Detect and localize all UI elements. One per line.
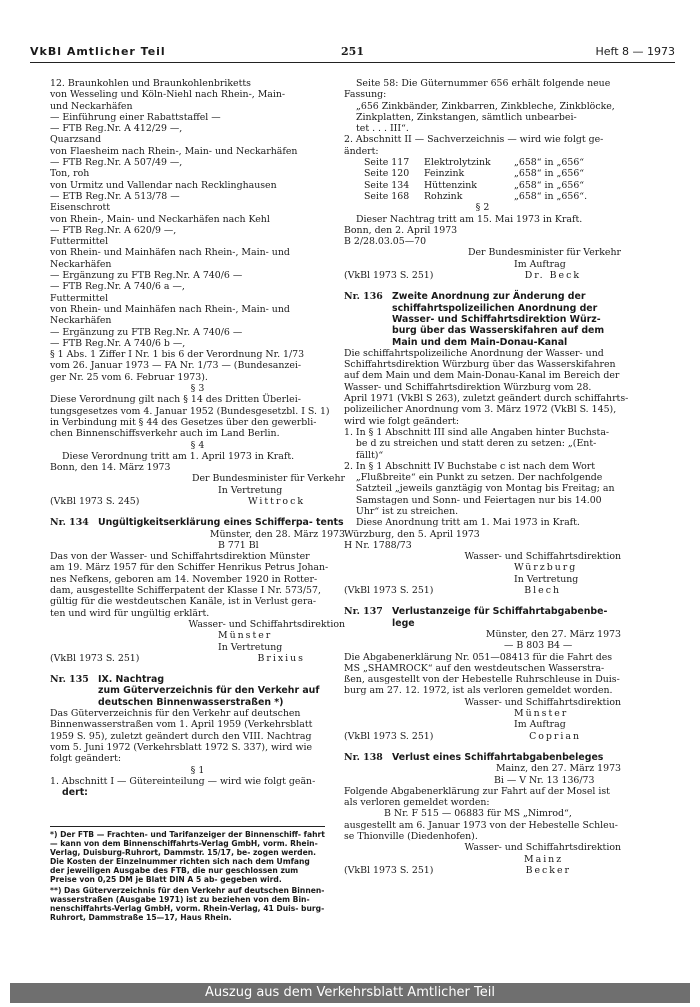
notice-136-heading [344, 291, 621, 347]
right-column [344, 78, 629, 876]
header-issue: Heft 8 — 1973 [595, 45, 675, 58]
text-line: 1. In § 1 Abschnitt III sind alle Angaben hinter Buchsta- [344, 426, 610, 438]
notice-136-text [344, 347, 629, 427]
notice-136-items [344, 427, 621, 517]
new-wording [344, 101, 621, 135]
text-line: dam, ausgestellte Schifferpatent der Klasse I Nr. 573/57, [50, 585, 321, 597]
notice-134-text [50, 551, 345, 619]
notice-authority: Wasser- und Schiffahrtsdirektion [464, 696, 621, 708]
notice-city: Münster [514, 708, 569, 720]
signature-auftrag: Im Auftrag [514, 258, 566, 270]
text-line: tet . . . III“. [356, 123, 409, 135]
text-line: vom 5. Juni 1972 (Verkehrsblatt 1972 S. 337), wird wie [50, 741, 313, 753]
text-line: Das Güterverzeichnis für den Verkehr auf deutschen [50, 708, 301, 720]
signature-authority: Der Bundesminister für Verkehr [467, 247, 621, 259]
notice-reference: H Nr. 1788/73 [344, 539, 412, 551]
text-line: — FTB Reg.Nr. A 740/6 b —, [50, 337, 186, 349]
index-change: „658“ in „656“ [514, 157, 585, 169]
section-3-heading: § 3 [190, 383, 205, 395]
signature-authority: Der Bundesminister für Verkehr [191, 473, 345, 485]
signature-vertretung: In Vertretung [218, 484, 283, 496]
index-page: Seite 168 [364, 190, 410, 202]
notice-135-heading [50, 674, 345, 708]
text-line: nes Nefkens, geboren am 14. November 1920 in Rotter- [50, 573, 318, 585]
notice-number: Nr. 138 [344, 751, 383, 763]
title-line: IX. Nachtrag [98, 674, 165, 686]
notice-title: Verlustanzeige für Schiffahrtabgabenbe- lege [392, 606, 608, 629]
vkbl-reference: (VkBl 1973 S. 251) [344, 270, 434, 282]
text-line: — Ergänzung zu FTB Reg.Nr. A 740/6 — [50, 326, 243, 338]
amendment-item: 1. Abschnitt I — Gütereinteilung — wird wie folgt geän- [50, 775, 316, 787]
title-line: schiffahrtspolizeilichen Anordnung der [392, 302, 598, 314]
notice-title: Ungültigkeitserklärung eines Schifferpa- tents [98, 517, 344, 529]
text-line: Schiffahrtsdirektion Würzburg über das Wasserskifahren [344, 359, 616, 371]
text-line: von Rhein-, Main- und Neckarhäfen nach Kehl [50, 213, 270, 225]
notice-138-heading [344, 752, 621, 763]
text-line: MS „SHAMROCK“ auf den westdeutschen Wasserstra- [344, 662, 605, 674]
text-line: Futtermittel [50, 236, 109, 248]
notice-auftrag: Im Auftrag [514, 719, 566, 731]
effective-date: Diese Anordnung tritt am 1. Mai 1973 in Kraft. [356, 517, 580, 529]
footnote-1: *) Der FTB — Frachten- und Tarifanzeiger der Binnenschiff- fahrt — kann von dem Binnenschiffahrts-Verlag GmbH, vorm. Rhein-Verlag, Duisburg-Ruhrort, Dammstr. 15/17, be- zogen werden. Die Kosten der Einzelnummer richten sich nach dem Umfang der jeweiligen Ausgabe des FTB, die nur geschlossen zum Preise von 0,25 DM je Blatt DIN A 5 ab- gegeben wird. [50, 830, 325, 884]
section-2-text: Dieser Nachtrag tritt am 15. Mai 1973 in Kraft. [356, 213, 583, 225]
section-2-heading: § 2 [475, 202, 490, 214]
text-line: burg am 27. 12. 1972, ist als verloren gemeldet worden. [344, 685, 613, 697]
footnote-2: **) Das Güterverzeichnis für den Verkehr auf deutschen Binnen- wasserstraßen (Ausgabe 1971) ist zu beziehen von dem Bin- nenschiffahrts-Verlag GmbH, vorm. Rhein-Verlag, 41 Duis- burg-Ruhrort, Dammstraße 15—17, Haus Rhein. [50, 886, 325, 922]
text-line: 1959 S. 95), zuletzt geändert durch den VIII. Nachtrag [50, 730, 312, 742]
text-line: Ton, roh [50, 168, 90, 180]
index-change-row [344, 191, 621, 202]
notice-place-date: Mainz, den 27. März 1973 [495, 763, 621, 775]
notice-134-heading [50, 517, 345, 528]
text-line: tungsgesetzes vom 4. Januar 1952 (Bundesgesetzbl. I S. 1) [50, 405, 330, 417]
notice-place-date: Würzburg, den 5. April 1973 [344, 528, 480, 540]
section-3-text [50, 394, 345, 439]
signature-name: Brixius [257, 652, 305, 664]
text-line: Diese Verordnung gilt nach § 14 des Dritten Überlei- [50, 394, 301, 406]
text-line: April 1971 (VkBl S 263), zuletzt geändert durch schiffahrts- [344, 393, 629, 405]
notice-number: Nr. 137 [344, 606, 383, 618]
text-line: 12. Braunkohlen und Braunkohlenbriketts [50, 78, 251, 89]
text-line: wird wie folgt geändert: [344, 415, 460, 427]
page-number: 251 [341, 45, 364, 58]
title-line: Wasser- und Schiffahrtsdirektion Würz- [392, 313, 601, 325]
text-line: Samstagen und Sonn- und Feiertagen nur bis 14.00 [344, 494, 602, 506]
header-journal: VkBl Amtlicher Teil [30, 45, 166, 58]
text-line: Satzteil „jeweils ganztägig von Montag bis Freitag; an [344, 483, 615, 495]
signature-name: Becker [525, 864, 571, 876]
vkbl-reference: (VkBl 1973 S. 251) [344, 585, 434, 597]
signature-name: Coprian [529, 730, 581, 742]
text-line: Folgende Abgabenerklärung zur Fahrt auf der Mosel ist [344, 785, 610, 797]
notice-title [98, 674, 345, 708]
text-line: in Verbindung mit § 44 des Gesetzes über den gewerbli- [50, 416, 317, 428]
amendment-item-cont: dert: [62, 787, 88, 799]
text-line: — FTB Reg.Nr. A 412/29 —, [50, 123, 183, 135]
notice-city: Würzburg [514, 562, 578, 574]
text-line: — ETB Reg.Nr. A 513/78 — [50, 190, 180, 202]
text-line: von Rhein- und Mainhäfen nach Rhein-, Main- und [50, 247, 290, 259]
title-line: Main und dem Main-Donau-Kanal [392, 336, 568, 348]
notice-reference: B 771 Bl [218, 539, 259, 551]
text-line: ausgestellt am 6. Januar 1973 von der Hebestelle Schleu- [344, 819, 618, 831]
index-change-row [344, 157, 621, 168]
seite-58-text: Seite 58: Die Güternummer 656 erhält folgende neue [356, 78, 611, 89]
notice-137-text [344, 652, 621, 697]
vkbl-reference: (VkBl 1973 S. 251) [50, 652, 140, 664]
text-line: von Urmitz und Vallendar nach Recklinghausen [50, 179, 277, 191]
text-line: — FTB Reg.Nr. A 620/9 —, [50, 224, 177, 236]
text-line: von Wesseling und Köln-Niehl nach Rhein-, Main- [50, 89, 286, 101]
text-line: und Neckarhäfen [50, 100, 133, 112]
notice-vertretung: In Vertretung [218, 641, 283, 653]
signature-place: Bonn, den 2. April 1973 [344, 224, 458, 236]
index-change: „658“ in „656“ [514, 168, 585, 180]
text-line: Das von der Wasser- und Schiffahrtsdirektion Münster [50, 551, 310, 563]
index-term: Rohzink [424, 190, 463, 202]
text-line: chen Binnenschiffsverkehr auch im Land Berlin. [50, 428, 280, 440]
index-term: Hüttenzink [424, 179, 477, 191]
text-line: als verloren gemeldet worden: [344, 797, 490, 809]
text-line: am 19. März 1957 für den Schiffer Henrikus Petrus Johan- [50, 562, 329, 574]
section-4-heading: § 4 [190, 439, 205, 451]
text-line: Quarzsand [50, 134, 102, 146]
text-line: Uhr“ ist zu streichen. [344, 505, 459, 517]
notice-place-date: Münster, den 27. März 1973 [485, 628, 621, 640]
text-line: „Flußbreite“ ein Punkt zu setzen. Der nachfolgende [344, 472, 603, 484]
index-change-row [344, 180, 621, 191]
notice-place-date: Münster, den 28. März 1973 [209, 528, 345, 540]
text-line: Eisenschrott [50, 202, 110, 214]
text-line: ßen, ausgestellt von der Hebestelle Ruhrschleuse in Duis- [344, 674, 620, 686]
footer-banner: Auszug aus dem Verkehrsblatt Amtlicher Teil [10, 983, 690, 1003]
text-line: gültig für die westdeutschen Kanäle, ist in Verlust gera- [50, 596, 317, 608]
notice-vertretung: In Vertretung [514, 573, 579, 585]
notice-number: Nr. 135 [50, 674, 89, 686]
notice-title [392, 291, 621, 347]
index-change: „658“ in „656“. [514, 190, 588, 202]
text-line: § 1 Abs. 1 Ziffer I Nr. 1 bis 6 der Verordnung Nr. 1/73 [50, 349, 305, 361]
text-line: — Einführung einer Rabattstaffel — [50, 111, 221, 123]
text-line: Die Abgabenerklärung Nr. 051—08413 für die Fahrt des [344, 651, 613, 663]
notice-137-heading [344, 606, 621, 629]
text-line: Futtermittel [50, 292, 109, 304]
title-line: Zweite Anordnung zur Änderung der [392, 291, 586, 303]
index-term: Feinzink [424, 168, 465, 180]
text-line: von Flaesheim nach Rhein-, Main- und Neckarhäfen [50, 145, 298, 157]
index-changes-table [344, 157, 621, 202]
text-line: „656 Zinkbänder, Zinkbarren, Zinkbleche, Zinkblöcke, [356, 100, 615, 112]
notice-city: Mainz [524, 853, 564, 865]
text-line: Neckarhäfen [50, 258, 112, 270]
text-line: folgt geändert: [50, 753, 121, 765]
text-line: vom 26. Januar 1973 — FA Nr. 1/73 — (Bundesanzei- [50, 360, 302, 372]
title-line: deutschen Binnenwasserstraßen *) [98, 696, 284, 708]
index-change: „658“ in „656“ [514, 179, 585, 191]
regulation-list [50, 78, 345, 383]
index-page: Seite 120 [364, 168, 410, 180]
notice-authority: Wasser- und Schiffahrtsdirektion [188, 618, 345, 630]
signature-place: Bonn, den 14. März 1973 [50, 462, 171, 474]
notice-number: Nr. 136 [344, 291, 383, 303]
title-line: burg über das Wasserskifahren auf dem [392, 325, 605, 337]
text-line: auf dem Main und dem Main-Donau-Kanal im Bereich der [344, 370, 620, 382]
amendment-item-2-cont: ändert: [344, 145, 379, 157]
text-line: Binnenwasserstraßen vom 1. April 1959 (Verkehrsblatt [50, 719, 313, 731]
signature-name: Dr. Beck [524, 270, 581, 282]
index-page: Seite 117 [364, 157, 410, 169]
notice-reference: — B 803 B4 — [504, 640, 573, 652]
notice-138-text-2 [344, 820, 621, 843]
notice-135-text [50, 708, 345, 764]
vkbl-reference: (VkBl 1973 S. 251) [344, 730, 434, 742]
footnotes [50, 826, 325, 924]
declaration-item: B Nr. F 515 — 06883 für MS „Nimrod“, [384, 808, 572, 820]
notice-title: Verlust eines Schiffahrtabgabenbeleges [392, 751, 604, 763]
section-1-heading: § 1 [190, 764, 205, 776]
notice-number: Nr. 134 [50, 517, 89, 529]
text-line: von Rhein- und Mainhäfen nach Rhein-, Main- und [50, 303, 290, 315]
signature-name: Blech [524, 585, 561, 597]
running-header [30, 44, 675, 63]
text-line: fällt)“ [344, 449, 384, 461]
signature-name: Wittrock [247, 495, 305, 507]
text-line: 2. In § 1 Abschnitt IV Buchstabe c ist nach dem Wort [344, 460, 596, 472]
fassung-label: Fassung: [344, 89, 387, 101]
text-line: polizeilicher Anordnung vom 3. März 1972 (VkBl S. 145), [344, 404, 617, 416]
text-line: — FTB Reg.Nr. A 740/6 a —, [50, 281, 185, 293]
notice-city: Münster [218, 630, 273, 642]
notice-authority: Wasser- und Schiffahrtsdirektion [464, 551, 621, 563]
index-term: Elektrolytzink [424, 157, 491, 169]
notice-138-text [344, 786, 621, 809]
section-4-text: Diese Verordnung tritt am 1. April 1973 in Kraft. [62, 450, 295, 462]
vkbl-reference: (VkBl 1973 S. 245) [50, 495, 140, 507]
amendment-item-2: 2. Abschnitt II — Sachverzeichnis — wird wie folgt ge- [344, 134, 604, 146]
text-line: — Ergänzung zu FTB Reg.Nr. A 740/6 — [50, 270, 243, 282]
text-line: Wasser- und Schiffahrtsdirektion Würzburg vom 28. [344, 381, 592, 393]
vkbl-reference: (VkBl 1973 S. 251) [344, 864, 434, 876]
text-line: ger Nr. 25 vom 6. Februar 1973). [50, 371, 208, 383]
notice-reference: Bi — V Nr. 13 136/73 [494, 774, 595, 786]
left-column [50, 78, 345, 798]
notice-authority: Wasser- und Schiffahrtsdirektion [464, 842, 621, 854]
text-line: se Thionville (Diedenhofen). [344, 831, 478, 842]
text-line: Neckarhäfen [50, 315, 112, 327]
text-line: Zinkplatten, Zinkstangen, sämtlich unbearbei- [356, 111, 577, 123]
text-line: Die schiffahrtspolizeiliche Anordnung der Wasser- und [344, 347, 604, 359]
reference-number: B 2/28.03.05—70 [344, 236, 427, 248]
title-line: zum Güterverzeichnis für den Verkehr auf [98, 685, 320, 697]
index-change-row [344, 168, 621, 179]
text-line: ten und wird für ungültig erklärt. [50, 607, 210, 619]
text-line: — FTB Reg.Nr. A 507/49 —, [50, 157, 183, 169]
index-page: Seite 134 [364, 179, 410, 191]
text-line: be d zu streichen und statt deren zu setzen: „(Ent- [344, 438, 597, 450]
